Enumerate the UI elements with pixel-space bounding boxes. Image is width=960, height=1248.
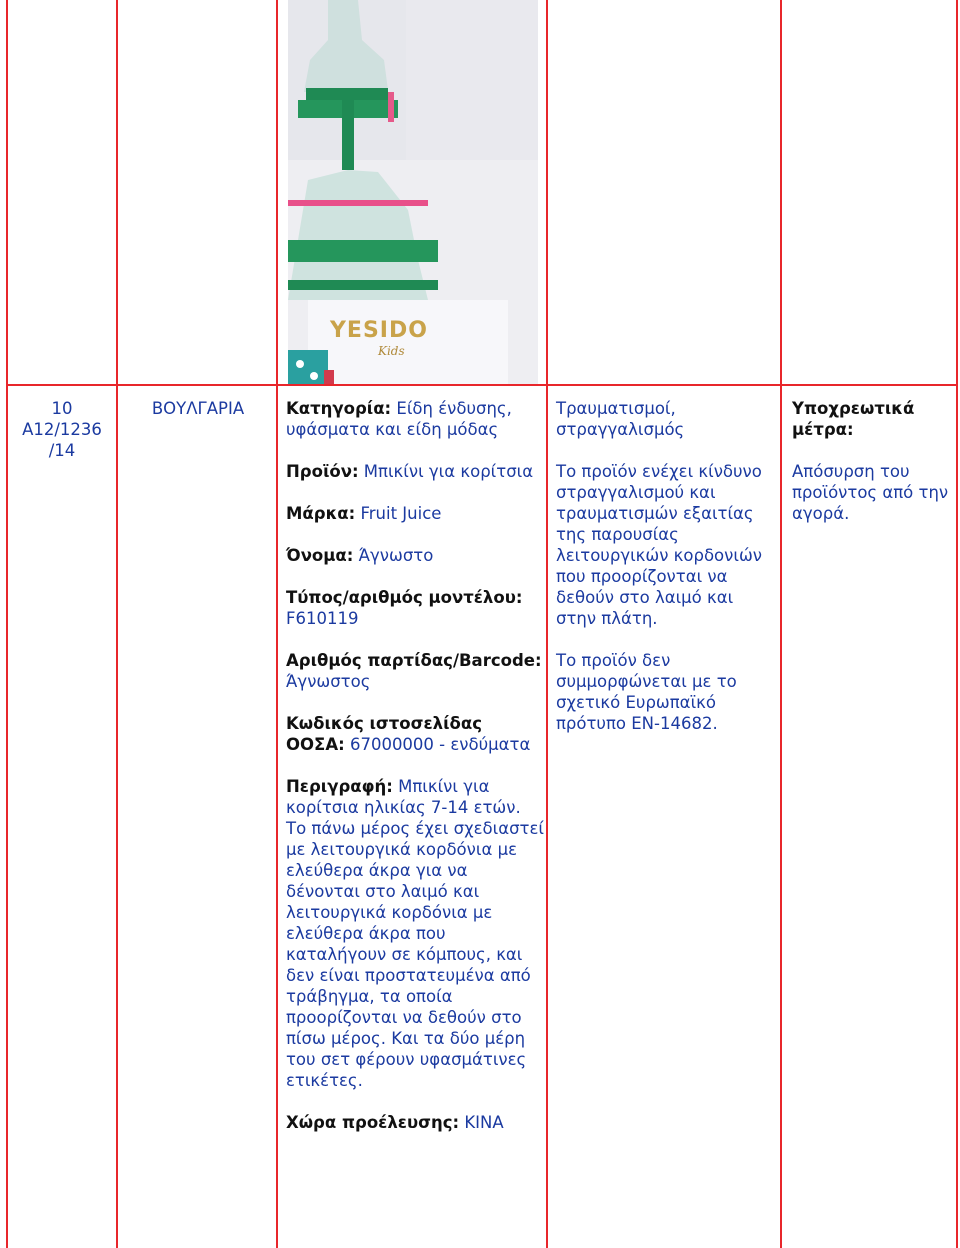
field-description: Περιγραφή: Μπικίνι για κορίτσια ηλικίας 7-14 ετών. Το πάνω μέρος έχει σχεδιαστεί με λειτουργικά κορδόνια με ελεύθερα άκρα για να δένονται στο λαιμό και λειτουργικά κορδόνια με ελεύθερα άκρα που καταλήγουν σε κόμπους, και δεν είναι προστατευμένα από τράβηγμα, τα οποία προορίζονται να δεθούν στο πίσω μέρος. Και τα δύο μέρη του σετ φέρουν υφασμάτινες ετικέτες. bbox=[286, 777, 544, 1090]
table-border-right bbox=[956, 0, 958, 1248]
field-product: Προϊόν: Μπικίνι για κορίτσια bbox=[286, 462, 534, 481]
field-category: Κατηγορία: Είδη ένδυσης, υφάσματα και είδη μόδας bbox=[286, 399, 512, 439]
country: ΒΟΥΛΓΑΡΙΑ bbox=[151, 399, 245, 418]
table-border-col1 bbox=[116, 0, 118, 1248]
risk-description: Το προϊόν ενέχει κίνδυνο στραγγαλισμού και τραυματισμών εξαιτίας της παρουσίας λειτουργικών κορδονιών που προορίζονται να δεθούν στο λαιμό και στην πλάτη. bbox=[556, 462, 762, 628]
product-details bbox=[286, 398, 544, 1133]
risk-details bbox=[556, 398, 776, 734]
field-brand: Μάρκα: Fruit Juice bbox=[286, 504, 442, 523]
product-photo bbox=[288, 0, 538, 384]
measures-label: Υποχρεωτικά μέτρα: bbox=[792, 399, 915, 439]
field-model: Τύπος/αριθμός μοντέλου: F610119 bbox=[286, 588, 523, 628]
table-border-left bbox=[6, 0, 8, 1248]
risk-standard: Το προϊόν δεν συμμορφώνεται με το σχετικό Ευρωπαϊκό πρότυπο ΕΝ-14682. bbox=[556, 651, 737, 733]
table-border-col2 bbox=[276, 0, 278, 1248]
entry-number: 10 A12/1236 /14 bbox=[22, 399, 102, 460]
field-origin: Χώρα προέλευσης: ΚΙΝΑ bbox=[286, 1113, 504, 1132]
field-oecd-code: Κωδικός ιστοσελίδας ΟΟΣΑ: 67000000 - ενδύματα bbox=[286, 714, 531, 754]
brand-tag-sub: Kids bbox=[378, 344, 405, 358]
field-batch: Αριθμός παρτίδας/Barcode: Άγνωστος bbox=[286, 651, 542, 691]
measures bbox=[792, 398, 952, 524]
row-separator bbox=[6, 384, 958, 386]
table-border-col4 bbox=[780, 0, 782, 1248]
risk-type: Τραυματισμοί, στραγγαλισμός bbox=[556, 399, 685, 439]
measures-value: Απόσυρση του προϊόντος από την αγορά. bbox=[792, 462, 949, 523]
brand-tag-text: YESIDO bbox=[330, 318, 428, 343]
field-name: Όνομα: Άγνωστο bbox=[286, 546, 434, 565]
table-border-col3 bbox=[546, 0, 548, 1248]
